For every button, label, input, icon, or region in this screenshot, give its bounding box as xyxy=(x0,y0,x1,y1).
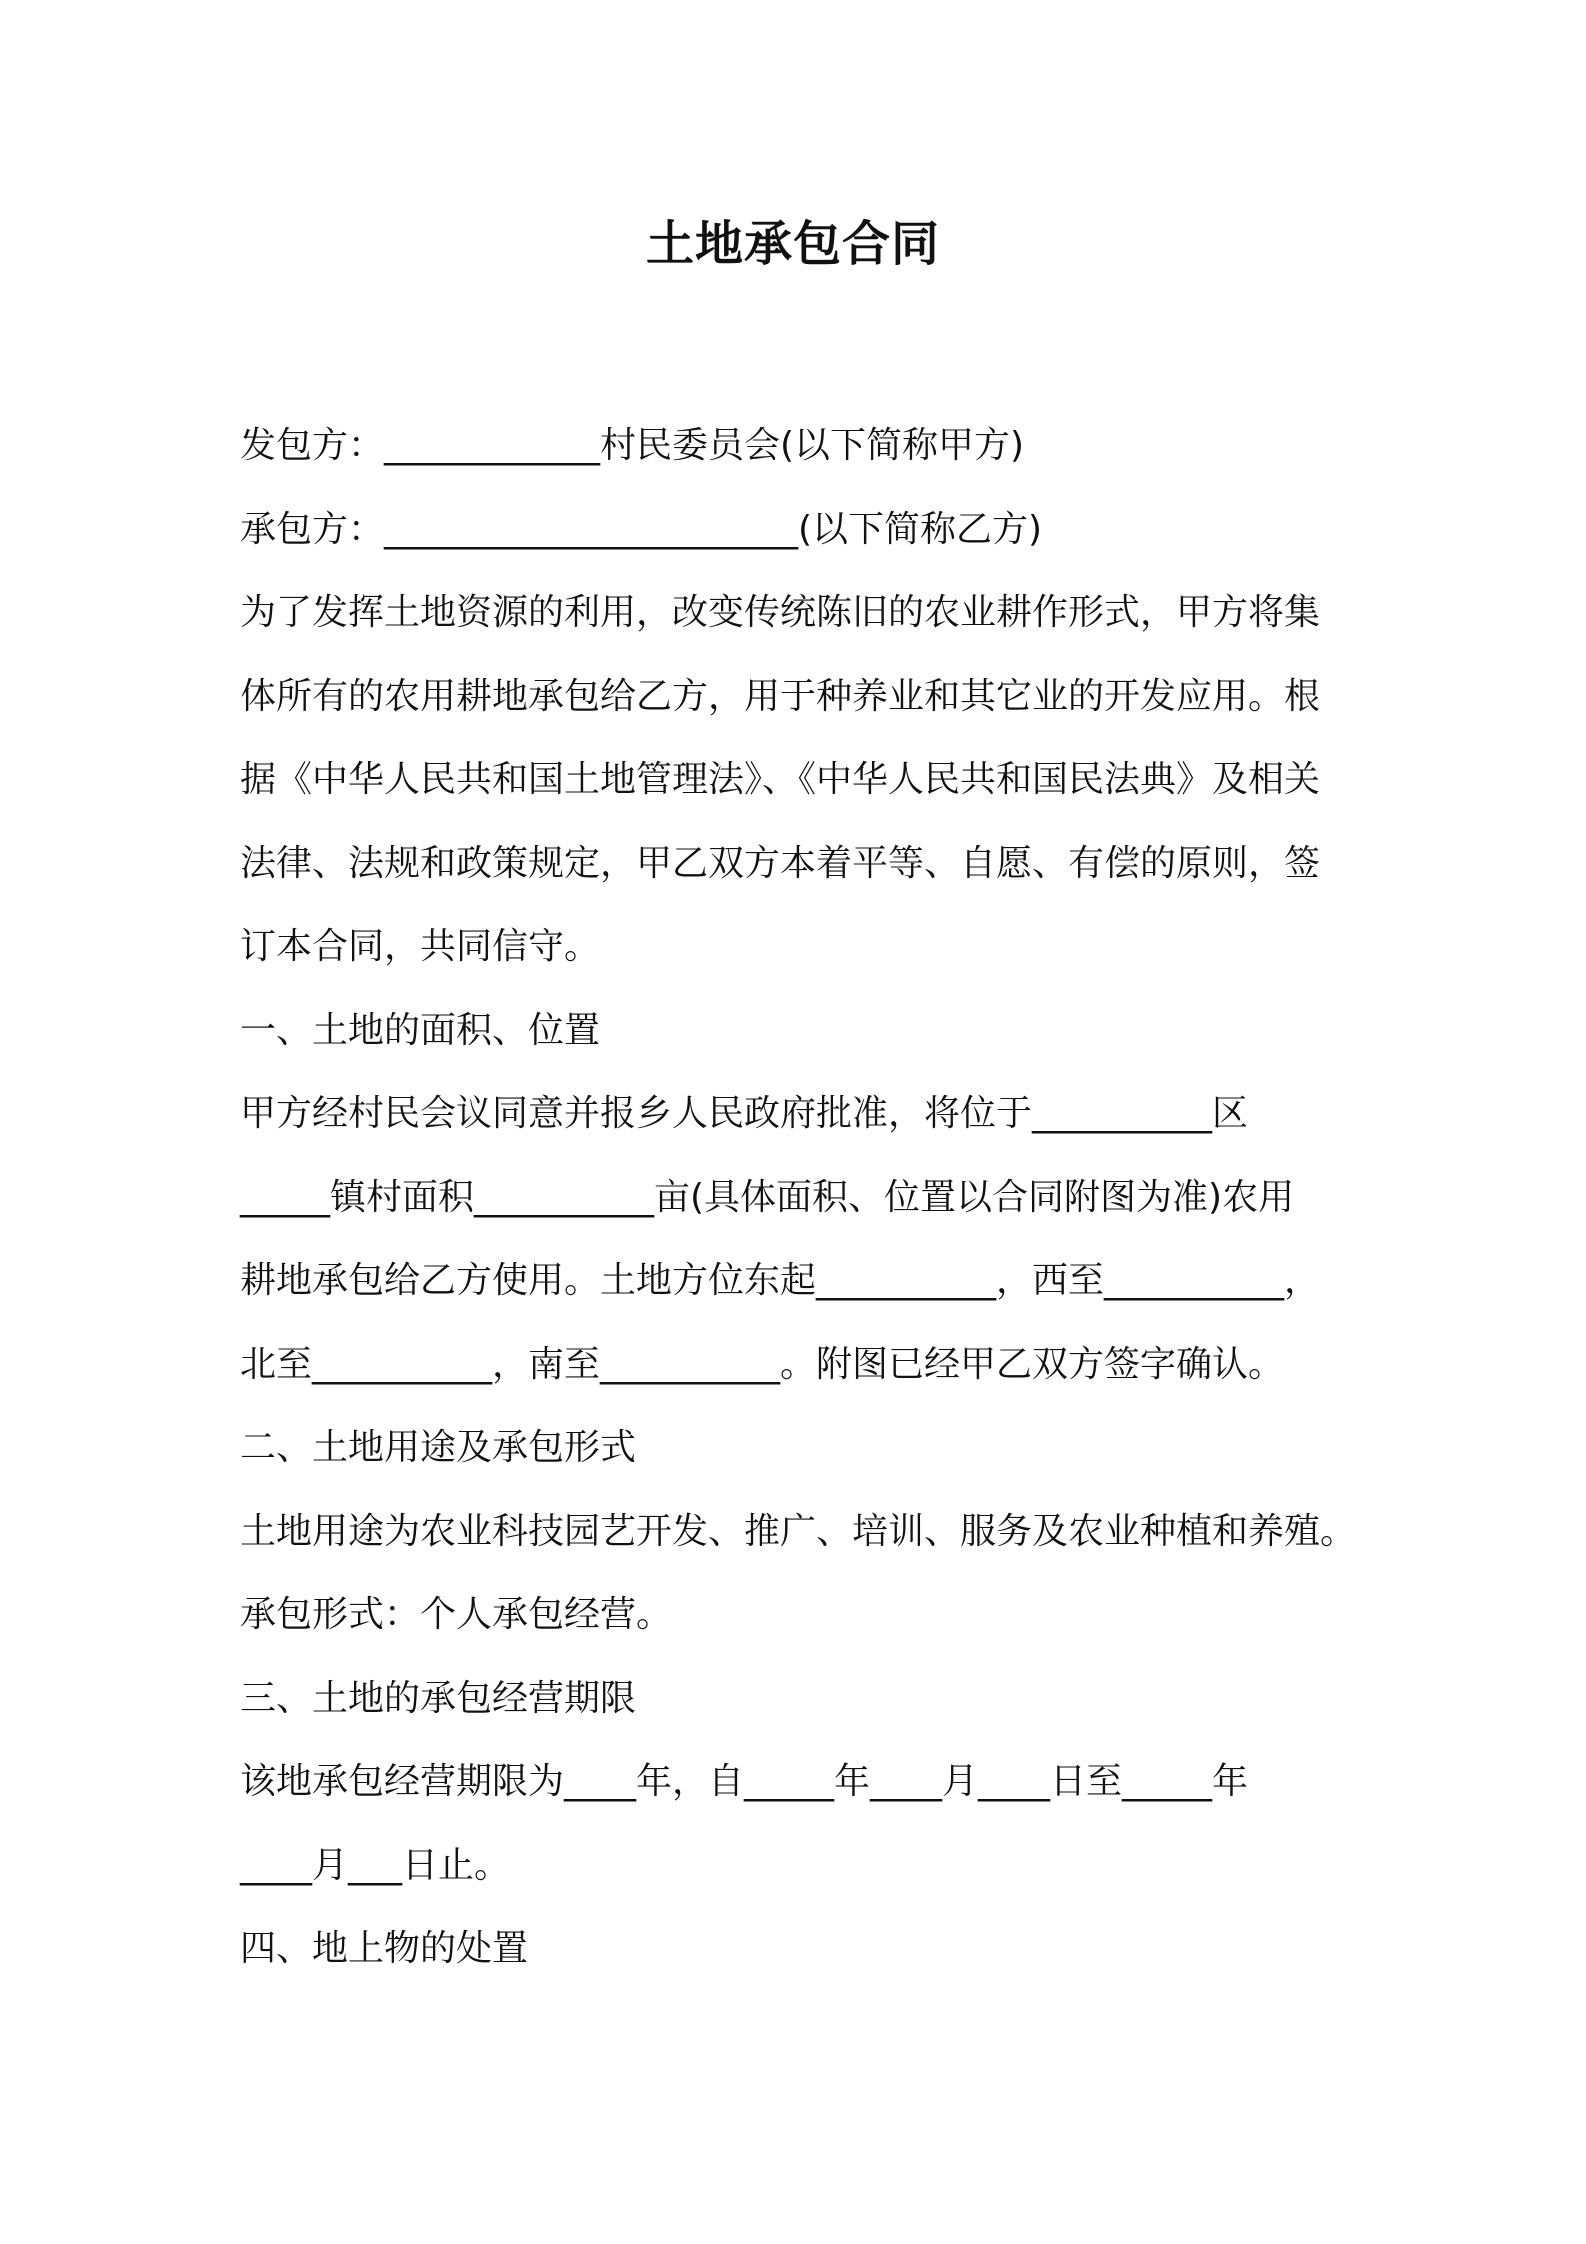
contract-body xyxy=(240,404,1360,1991)
party-a-line: 发包方：____________村民委员会(以下简称甲方) xyxy=(240,425,1025,466)
section-1-line: 耕地承包给乙方使用。土地方位东起__________，西至__________， xyxy=(240,1260,1321,1301)
preamble-line: 为了发挥土地资源的利用，改变传统陈旧的农业耕作形式，甲方将集 xyxy=(240,592,1321,633)
document-title: 土地承包合同 xyxy=(645,216,940,272)
section-heading-3: 三、土地的承包经营期限 xyxy=(240,1677,637,1719)
section-2-line: 承包形式：个人承包经营。 xyxy=(240,1594,673,1635)
preamble-line: 法律、法规和政策规定，甲乙双方本着平等、自愿、有偿的原则，签 xyxy=(240,842,1321,884)
section-3-line: ____月___日止。 xyxy=(240,1844,511,1886)
section-1-line: 北至__________，南至__________。附图已经甲乙双方签字确认。 xyxy=(240,1343,1285,1385)
section-heading-2: 二、土地用途及承包形式 xyxy=(240,1427,637,1468)
section-1-line: 甲方经村民会议同意并报乡人民政府批准，将位于__________区 xyxy=(240,1093,1249,1134)
preamble-line: 据《中华人民共和国土地管理法》、《中华人民共和国民法典》及相关 xyxy=(240,759,1321,800)
section-2-line: 土地用途为农业科技园艺开发、推广、培训、服务及农业种植和养殖。 xyxy=(240,1510,1357,1552)
section-3-line: 该地承包经营期限为____年，自_____年____月____日至_____年 xyxy=(240,1761,1249,1802)
section-heading-1: 一、土地的面积、位置 xyxy=(240,1009,601,1051)
section-1-line: _____镇村面积__________亩(具体面积、位置以合同附图为准)农用 xyxy=(240,1176,1295,1218)
section-heading-4: 四、地上物的处置 xyxy=(240,1928,529,1969)
preamble-line: 订本合同，共同信守。 xyxy=(240,926,601,967)
preamble-line: 体所有的农用耕地承包给乙方，用于种养业和其它业的开发应用。根 xyxy=(240,675,1321,717)
party-b-line: 承包方：_______________________(以下简称乙方) xyxy=(240,508,1043,550)
